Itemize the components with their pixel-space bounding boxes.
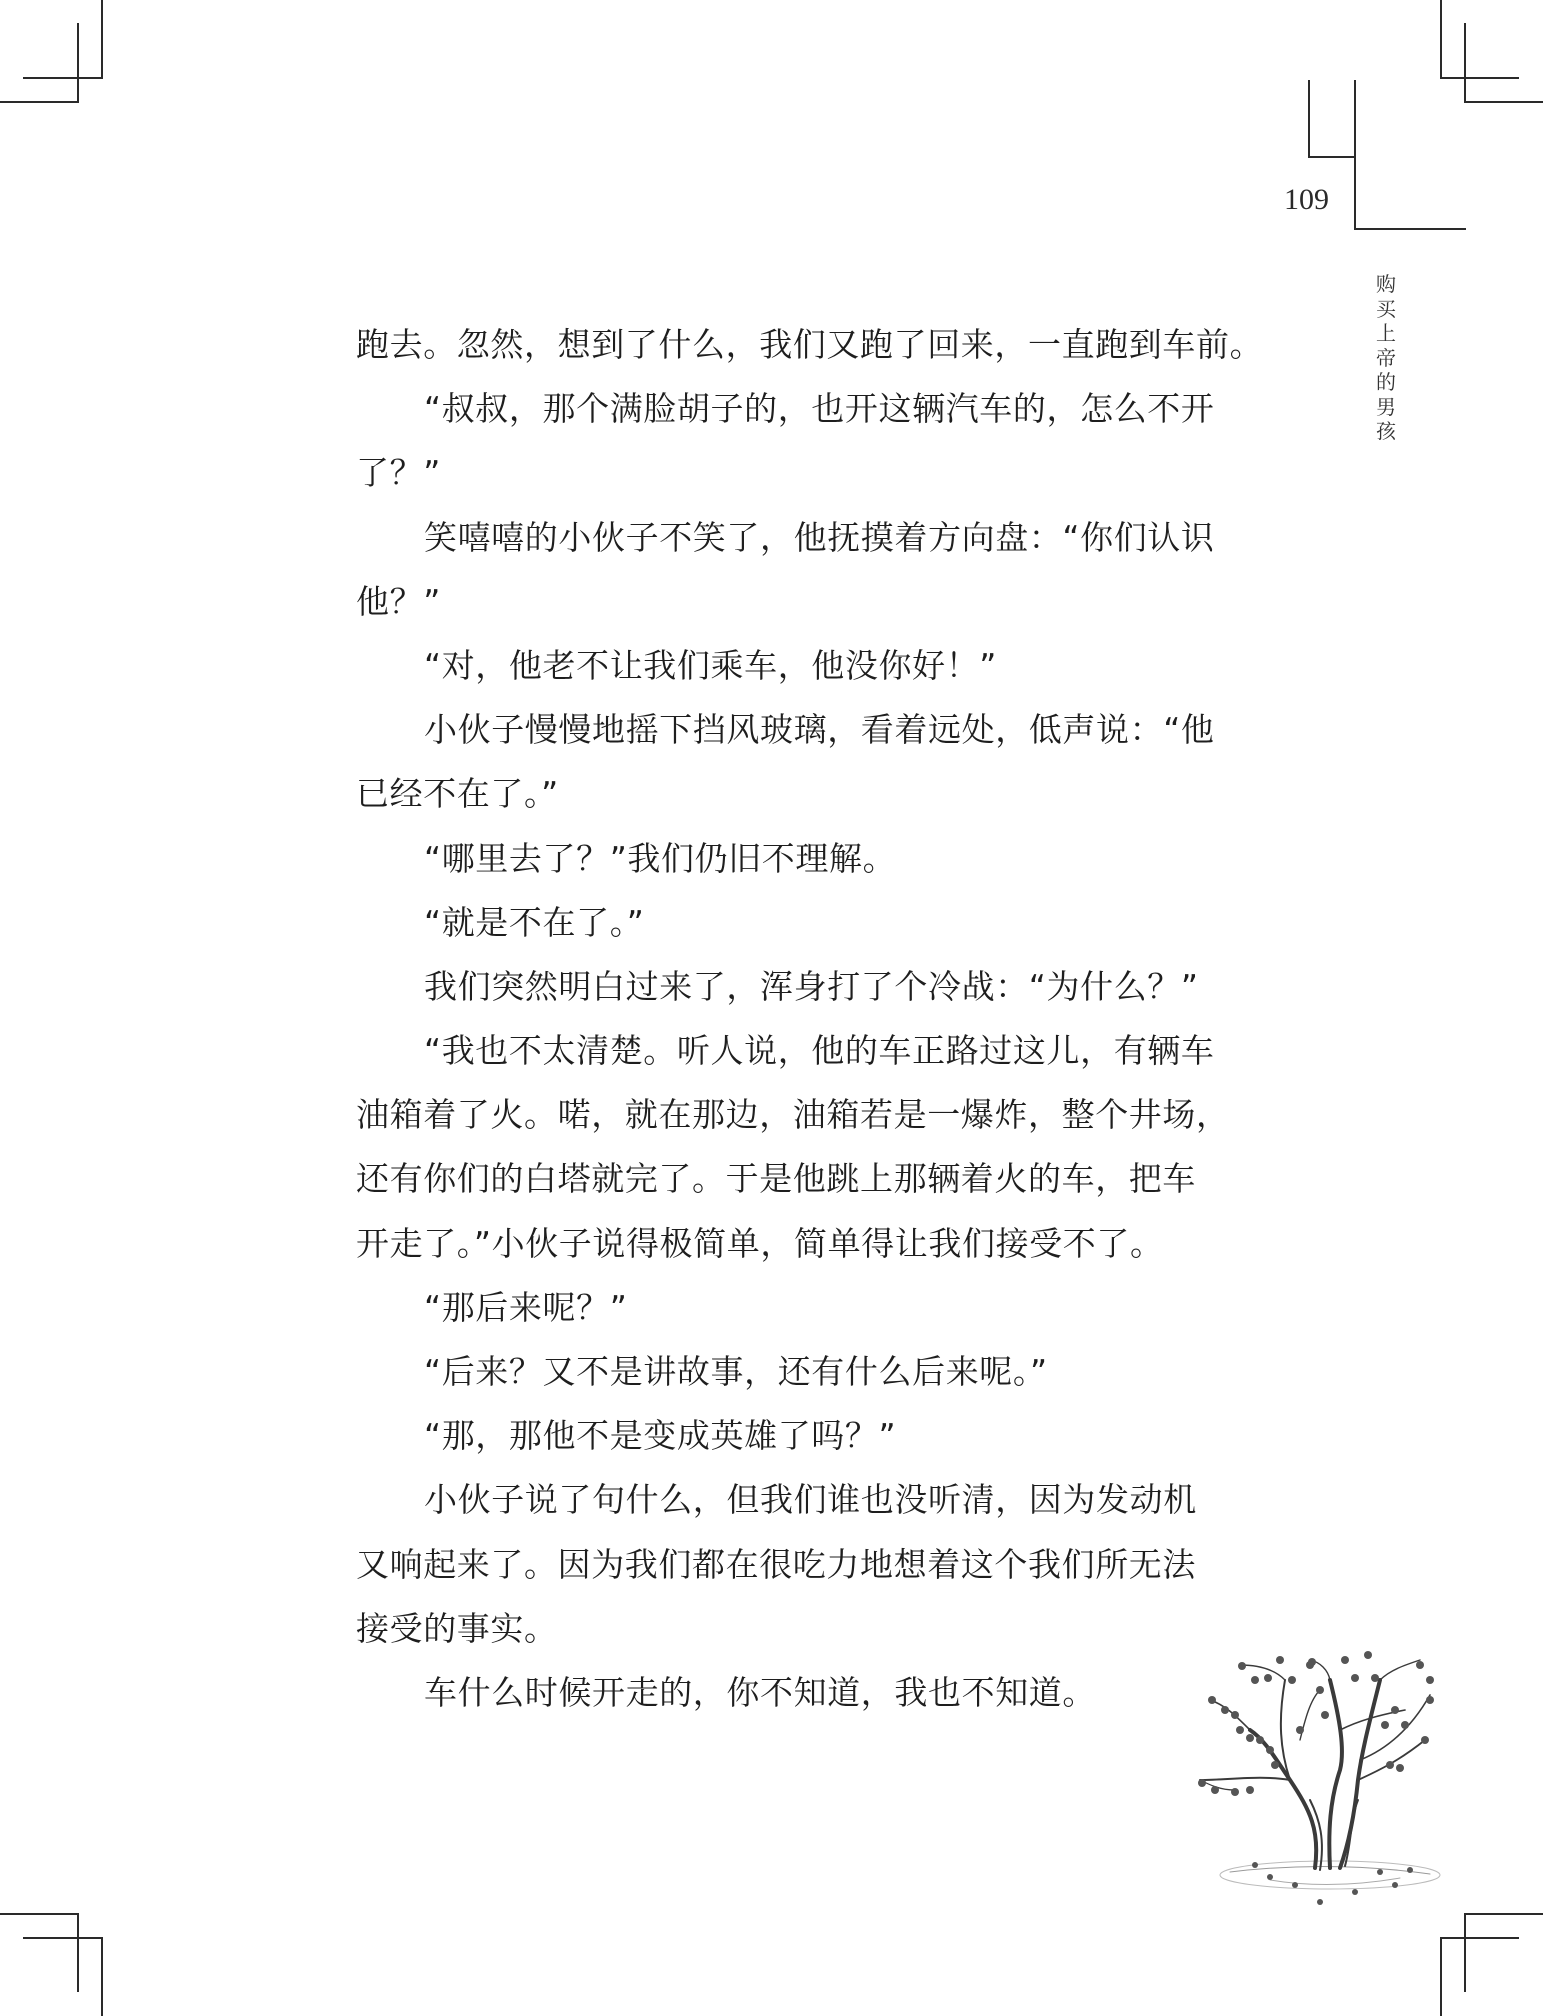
- running-title: 购买上帝的男孩: [1376, 272, 1396, 443]
- text-line: 他？”: [356, 581, 441, 621]
- text-line: 小伙子说了句什么，但我们谁也没听清，因为发动机: [424, 1480, 1197, 1520]
- text-line: 接受的事实。: [356, 1608, 558, 1648]
- tree-illustration-icon: [1180, 1640, 1450, 1920]
- text-line: “后来？又不是讲故事，还有什么后来呢。”: [424, 1352, 1048, 1391]
- body-text: [356, 322, 1264, 1734]
- text-line: 已经不在了。”: [356, 774, 559, 814]
- text-line: “那后来呢？”: [424, 1287, 628, 1327]
- text-line: 开走了。”小伙子说得极简单，简单得让我们接受不了。: [356, 1223, 1164, 1263]
- text-line: 车什么时候开走的，你不知道，我也不知道。: [424, 1672, 1096, 1712]
- text-line: “哪里去了？”我们仍旧不理解。: [424, 838, 897, 878]
- text-line: 我们突然明白过来了，浑身打了个冷战：“为什么？”: [424, 966, 1199, 1006]
- text-line: “那，那他不是变成英雄了吗？”: [424, 1416, 897, 1456]
- text-line: 油箱着了火。喏，就在那边，油箱若是一爆炸，整个井场，: [356, 1095, 1230, 1135]
- text-line: “我也不太清楚。听人说，他的车正路过这儿，有辆车: [424, 1031, 1215, 1071]
- page-number: 109: [1284, 183, 1329, 216]
- text-line: 小伙子慢慢地摇下挡风玻璃，看着远处，低声说：“他: [424, 710, 1215, 750]
- text-line: 笑嘻嘻的小伙子不笑了，他抚摸着方向盘：“你们认识: [424, 517, 1215, 557]
- text-line: “叔叔，那个满脸胡子的，也开这辆汽车的，怎么不开: [424, 389, 1215, 429]
- text-line: 跑去。忽然，想到了什么，我们又跑了回来，一直跑到车前。: [356, 325, 1264, 364]
- text-line: 还有你们的白塔就完了。于是他跳上那辆着火的车，把车: [356, 1159, 1196, 1199]
- text-line: “就是不在了。”: [424, 902, 645, 942]
- text-line: “对，他老不让我们乘车，他没你好！”: [424, 645, 997, 685]
- text-line: 了？”: [356, 453, 441, 493]
- text-line: 又响起来了。因为我们都在很吃力地想着这个我们所无法: [356, 1544, 1196, 1584]
